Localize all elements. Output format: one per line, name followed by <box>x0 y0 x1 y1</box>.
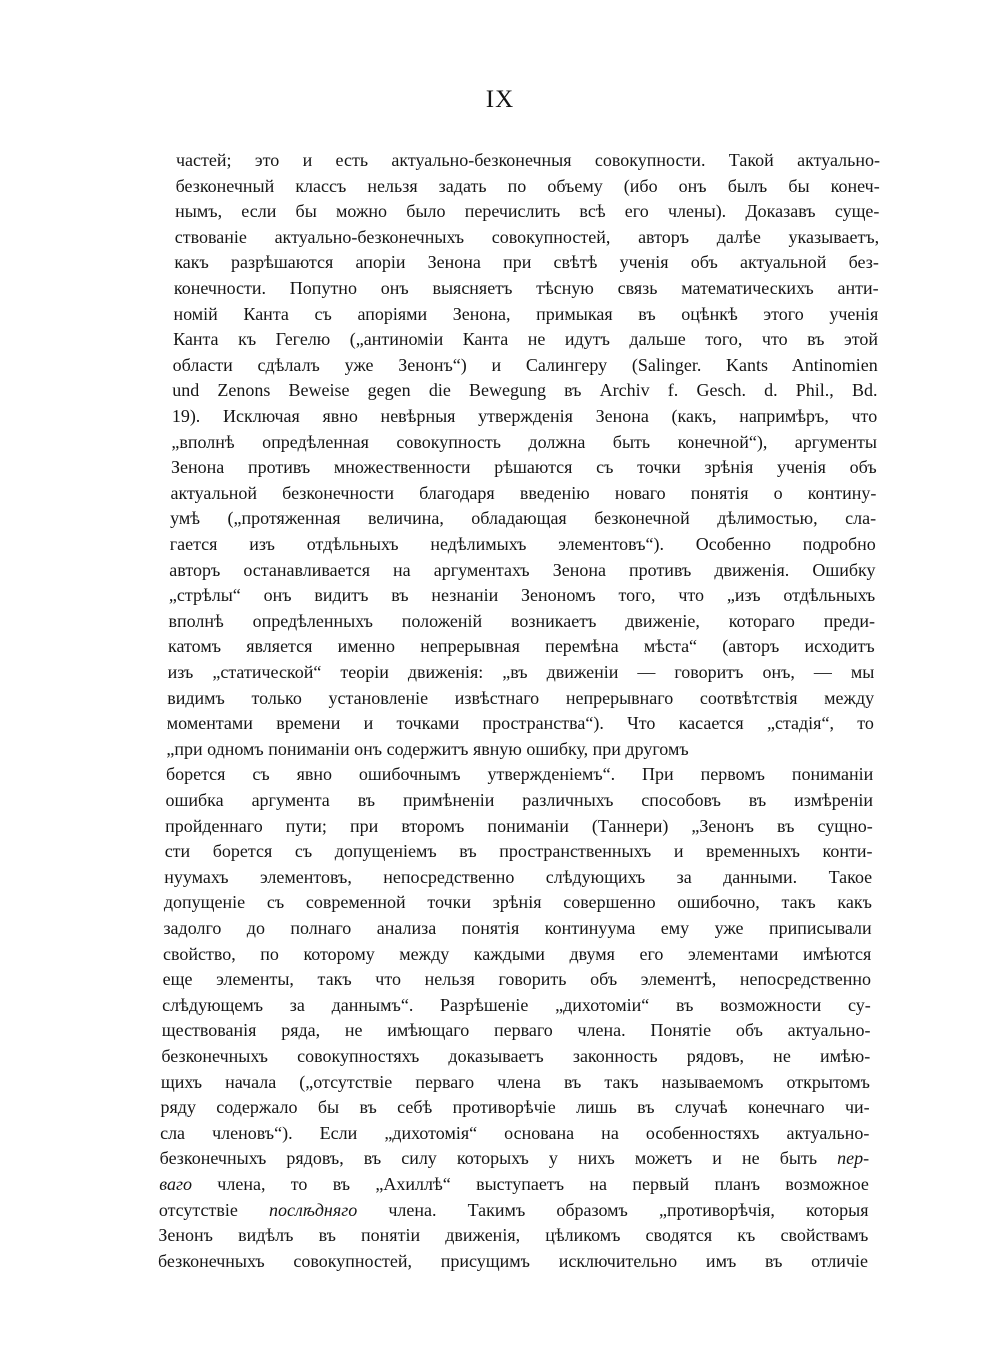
text-line <box>171 430 877 454</box>
text-line <box>166 788 873 812</box>
text-segment: нуумахъ элементовъ, непосредственно слѣдующихъ за данными. Такое <box>164 866 873 887</box>
text-line <box>160 1146 869 1170</box>
italic-text: ваго <box>159 1174 192 1194</box>
text-line <box>169 558 875 582</box>
text-line <box>163 967 871 991</box>
text-segment: задолго до полнаго анализа понятія континуума ему уже приписывали <box>163 918 872 938</box>
text-segment: частей; это и есть актуально-безконечныя совокупности. Такой актуально- <box>176 150 880 170</box>
text-segment: номій Канта съ апоріями Зенона, примыкая въ оцѣнкѣ этого ученія <box>173 303 879 324</box>
text-segment: „при одномъ пониманіи онъ содержитъ явную ошибку, при другомъ <box>166 738 689 759</box>
text-segment: und Zenons Beweise gegen die Bewegung въ Archiv f. Gesch. d. Phil., Bd. <box>172 380 878 401</box>
text-line <box>165 814 873 838</box>
text-segment: катомъ является именно непрерывная перемѣна мѣста“ (авторъ исходитъ <box>168 636 875 657</box>
text-segment: какъ разрѣшаются апоріи Зенона при свѣтѣ ученія объ актуальной без- <box>174 252 879 273</box>
text-line <box>158 1223 868 1247</box>
text-line <box>162 1018 871 1042</box>
text-segment: щихъ начала („отсутствіе перваго члена въ такъ называемомъ открытомъ <box>160 1071 870 1092</box>
text-line <box>162 993 871 1017</box>
text-segment: „стрѣлы“ онъ видитъ въ незнаніи Зенономъ того, что „изъ отдѣльныхъ <box>168 585 876 606</box>
text-line <box>159 1172 869 1196</box>
text-segment: видимъ только установленіе извѣстнаго непрерывнаго соотвѣтствія между <box>167 687 875 708</box>
text-segment: изъ „статической“ теоріи движенія: „въ движеніи — говоритъ онъ, — мы <box>167 662 875 682</box>
text-line <box>161 1070 870 1094</box>
text-line <box>174 276 879 300</box>
text-segment: Зенонъ видѣлъ въ понятіи движенія, цѣликомъ сводятся къ свойствамъ <box>158 1225 869 1246</box>
text-segment: „вполнѣ опредѣленная совокупность должна быть конечной“), аргументы <box>171 431 877 452</box>
text-line <box>174 250 879 274</box>
text-segment: безконечныхъ совокупностей, присущимъ исключительно имъ въ отличіе <box>158 1250 868 1271</box>
text-line <box>172 404 877 428</box>
text-segment: авторъ останавливается на аргументахъ Зенона противъ движенія. Ошибку <box>169 559 876 580</box>
text-line <box>176 174 880 198</box>
text-segment: слѣдующемъ за даннымъ“. Разрѣшеніе „дихотоміи“ въ возможности су- <box>162 994 871 1015</box>
text-line <box>165 839 873 863</box>
text-line <box>171 481 877 505</box>
text-line <box>173 327 878 351</box>
text-line <box>167 711 874 735</box>
text-line <box>168 634 875 658</box>
text-segment: актуальной безконечности благодаря введенію новаго понятія о контину- <box>170 482 877 503</box>
text-segment: сти борется съ допущеніемъ въ пространственныхъ и временныхъ конти- <box>164 841 873 862</box>
text-line <box>167 686 874 710</box>
text-segment: гается изъ отдѣльныхъ недѣлимыхъ элементовъ“). Особенно подробно <box>169 534 876 554</box>
text-line <box>170 506 876 530</box>
text-segment: конечности. Попутно онъ выясняетъ тѣсную связь математическихъ анти- <box>173 278 879 298</box>
text-line <box>164 865 872 889</box>
text-line <box>169 583 875 607</box>
text-segment: ряду содержало бы въ себѣ противорѣчіе лишь въ случаѣ конечнаго чи- <box>160 1097 870 1118</box>
text-line <box>160 1121 869 1145</box>
text-segment: еще элементы, такъ что нельзя говорить объ элементѣ, непосредственно <box>162 969 872 990</box>
text-segment: ществованія ряда, не имѣющаго перваго члена. Понятіе объ актуально- <box>161 1020 871 1041</box>
text-line <box>175 199 879 223</box>
text-segment: свойство, по которому между каждыми двумя его элементами имѣются <box>163 943 872 964</box>
text-line <box>158 1249 868 1273</box>
text-segment: пройденнаго пути; при второмъ пониманіи (Таннери) „Зенонъ въ сущно- <box>165 815 873 836</box>
text-line <box>168 660 875 684</box>
text-line <box>176 148 880 172</box>
text-line <box>161 1095 870 1119</box>
text-line <box>175 225 879 249</box>
text-segment: безконечныхъ рядовъ, въ силу которыхъ у нихъ можетъ и не быть <box>159 1148 838 1169</box>
text-line <box>161 1044 870 1068</box>
text-segment: умѣ („протяженная величина, обладающая безконечной дѣлимостью, сла- <box>170 508 877 529</box>
text-line <box>171 455 877 479</box>
text-segment: члена. Такимъ образомъ „противорѣчія, которыя <box>357 1199 869 1220</box>
text-segment: члена, то въ „Ахиллѣ“ выступаетъ на первый планъ возможное <box>191 1174 869 1194</box>
text-line <box>168 609 875 633</box>
text-segment: ошибка аргумента въ примѣненіи различныхъ способовъ въ измѣреніи <box>165 790 874 810</box>
text-line <box>159 1198 869 1222</box>
text-segment: 19). Исключая явно невѣрныя утвержденія Зенона (какъ, напримѣръ, что <box>171 406 878 426</box>
page-number: IX <box>485 86 515 113</box>
text-line <box>173 353 878 377</box>
text-line <box>164 890 872 914</box>
text-line <box>166 762 873 786</box>
text-segment: ствованіе актуально-безконечныхъ совокупностей, авторъ далѣе указываетъ, <box>174 226 880 247</box>
text-line <box>163 942 871 966</box>
text-segment: нымъ, если бы можно было перечислить всѣ его члены). Доказавъ суще- <box>175 201 880 222</box>
italic-text: послѣдняго <box>268 1199 358 1220</box>
text-segment: области сдѣлалъ уже Зенонъ“) и Салингеру (Salinger. Kants Antinomien <box>172 354 878 375</box>
text-segment: моментами времени и точками пространства“). Что касается „стадія“, то <box>166 713 874 734</box>
text-line <box>166 737 873 761</box>
text-segment: Канта къ Гегелю („антиноміи Канта не идутъ дальше того, что въ этой <box>173 329 879 350</box>
text-segment: безконечный классъ нельзя задать по объему (ибо онъ былъ бы конеч- <box>175 175 880 196</box>
text-segment: отсутствіе <box>158 1199 269 1220</box>
text-segment: сла членовъ“). Если „дихотомія“ основана на особенностяхъ актуально- <box>160 1122 870 1143</box>
text-line <box>173 302 878 326</box>
text-segment: борется съ явно ошибочнымъ утвержденіемъ“. При первомъ пониманіи <box>165 764 874 785</box>
text-line <box>170 532 876 556</box>
italic-text: пер- <box>837 1148 870 1169</box>
text-segment: Зенона противъ множественности рѣшаются съ точки зрѣнія ученія объ <box>170 457 877 478</box>
text-segment: безконечныхъ совокупностяхъ доказываетъ законность рядовъ, не имѣю- <box>161 1046 871 1066</box>
text-segment: вполнѣ опредѣленныхъ положеній возникаетъ движеніе, котораго преди- <box>168 610 875 631</box>
text-line <box>172 378 877 402</box>
text-segment: допущеніе съ современной точки зрѣнія совершенно ошибочно, такъ какъ <box>163 892 872 913</box>
text-line <box>163 916 871 940</box>
